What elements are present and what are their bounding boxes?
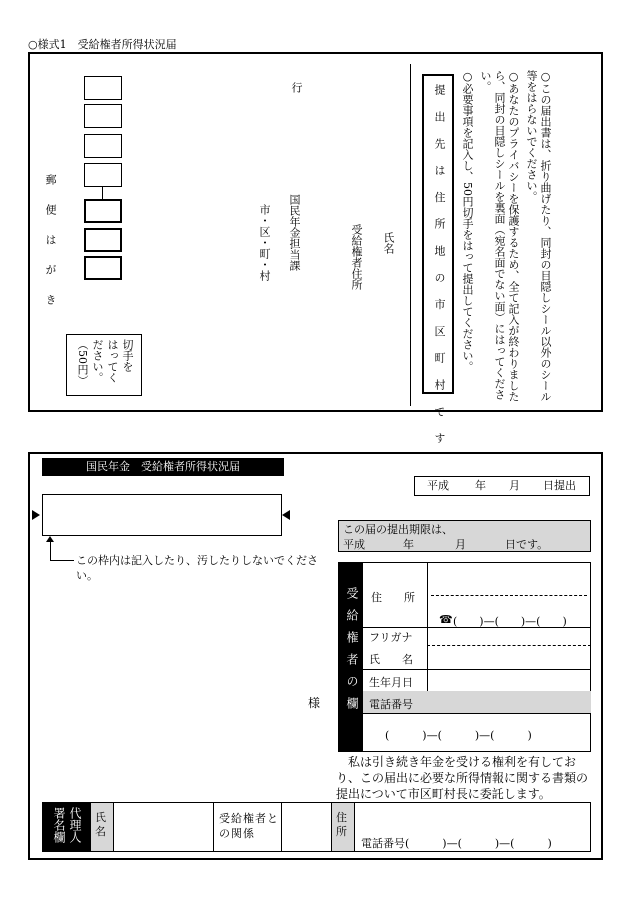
- phone-icon: ☎: [439, 613, 453, 626]
- agent-label-a: 代理人: [68, 807, 82, 843]
- submit-to-box: [422, 74, 454, 446]
- gyo-label: 行: [290, 82, 303, 93]
- submit-date-box[interactable]: [414, 476, 590, 496]
- form-id: ○様式1 受給権者所得状況届: [28, 38, 177, 51]
- row-line: [363, 627, 591, 628]
- agent-name-input[interactable]: [114, 803, 214, 851]
- phone-number-label: 電話番号: [369, 698, 413, 711]
- phone-number-input[interactable]: ( )—( )—( ): [385, 729, 532, 742]
- submit-day: 日提出: [543, 479, 576, 492]
- postcard-note: ○必要事項を記入し、50円切手をはって提出してください。: [461, 70, 474, 372]
- reserved-box: [42, 494, 282, 536]
- recipient-section: [338, 562, 591, 752]
- department-label: 国民年金担当課: [288, 194, 301, 271]
- recipient-name-label: 氏名: [382, 232, 395, 254]
- caption-pointer-line: [50, 560, 74, 561]
- agent-divider: [213, 803, 214, 851]
- recipient-address-label: 受給権者住所: [350, 224, 363, 290]
- sama-label: 様: [308, 696, 321, 710]
- agent-name-label-bg: [91, 803, 113, 851]
- caption-text: この枠内は記入したり、汚したりしないでください。: [76, 554, 318, 582]
- agent-phone-input[interactable]: 電話番号( )—( )—( ): [361, 837, 552, 850]
- deadline-month: 月: [455, 538, 466, 551]
- deadline-line1: この届の提出期限は、: [343, 523, 453, 536]
- caption-pointer-line: [50, 540, 51, 560]
- deadline-year: 年: [403, 538, 414, 551]
- agent-relation-label: 受給権者との関係: [219, 812, 279, 840]
- agent-label-box: [43, 803, 91, 851]
- postcard-note: ○この届出書は、折り曲げたり、同封の目隠しシール以外のシール等をはらないでください。: [525, 70, 552, 402]
- postal-code-box-thick[interactable]: [84, 228, 122, 252]
- recipient-section-label: 受給権者の欄: [345, 587, 359, 719]
- postal-code-box[interactable]: [84, 76, 122, 100]
- submit-era: 平成: [427, 479, 449, 492]
- submit-year: 年: [475, 479, 486, 492]
- agent-label-b: 署名欄: [52, 807, 66, 843]
- arrow-up-icon: [46, 536, 54, 542]
- postcard-note: ○あなたのプライバシーを保護するため、全て記入が終わりましたら、同封の目隠しシールを裏面（宛名面でない面）にはってください。: [479, 70, 520, 402]
- arrow-left-icon: [282, 510, 290, 520]
- row-line: [363, 669, 591, 670]
- agent-address-label-bg: [332, 803, 354, 851]
- deadline-box: [338, 520, 591, 552]
- agent-divider: [354, 803, 355, 851]
- postal-code-box-thick[interactable]: [84, 256, 122, 280]
- postcard-divider: [410, 64, 411, 406]
- name-label: 氏 名: [369, 653, 413, 666]
- form-panel: [28, 452, 603, 860]
- stamp-text: 切手を はってく ださい。 （50円）: [76, 339, 134, 386]
- postal-code-connector: [102, 187, 103, 199]
- stamp-box: [66, 334, 142, 396]
- postal-code-box-thick[interactable]: [84, 199, 122, 223]
- birth-label: 生年月日: [369, 676, 413, 689]
- row-line: [363, 713, 591, 714]
- agent-signature-row: [42, 802, 591, 852]
- address-phone-input[interactable]: ( )—( )—( ): [453, 615, 567, 628]
- postcard-title: 郵 便 は が き: [44, 174, 57, 309]
- postcard-panel: [28, 52, 603, 446]
- address-label: 住 所: [371, 591, 415, 604]
- postal-code-box[interactable]: [84, 163, 122, 187]
- recipient-section-label-bar: [339, 563, 363, 751]
- postal-code-box[interactable]: [84, 134, 122, 158]
- submit-to-text: 提 出 先 は 住 所 地 の 市 区 町 村 で す: [433, 84, 446, 446]
- furigana-label: フリガナ: [369, 631, 413, 644]
- furigana-dash-line: [427, 645, 591, 646]
- form-title: 国民年金 受給権者所得状況届: [42, 458, 284, 476]
- agent-name-label: 氏名: [95, 811, 106, 838]
- deadline-era: 平成: [343, 538, 365, 551]
- deadline-day: 日です。: [505, 538, 549, 551]
- declaration-text: 私は引き続き年金を受ける権利を有しており、この届出に必要な所得情報に関する書類の提出について市区町村長に委託します。: [336, 755, 589, 801]
- municipality-label: 市・区・町・村: [258, 204, 271, 281]
- address-dash-line: [431, 595, 587, 596]
- arrow-right-icon: [32, 510, 40, 520]
- postal-code-box[interactable]: [84, 104, 122, 128]
- submit-month: 月: [509, 479, 520, 492]
- agent-address-label: 住所: [336, 811, 347, 838]
- agent-relation-input[interactable]: [282, 803, 330, 851]
